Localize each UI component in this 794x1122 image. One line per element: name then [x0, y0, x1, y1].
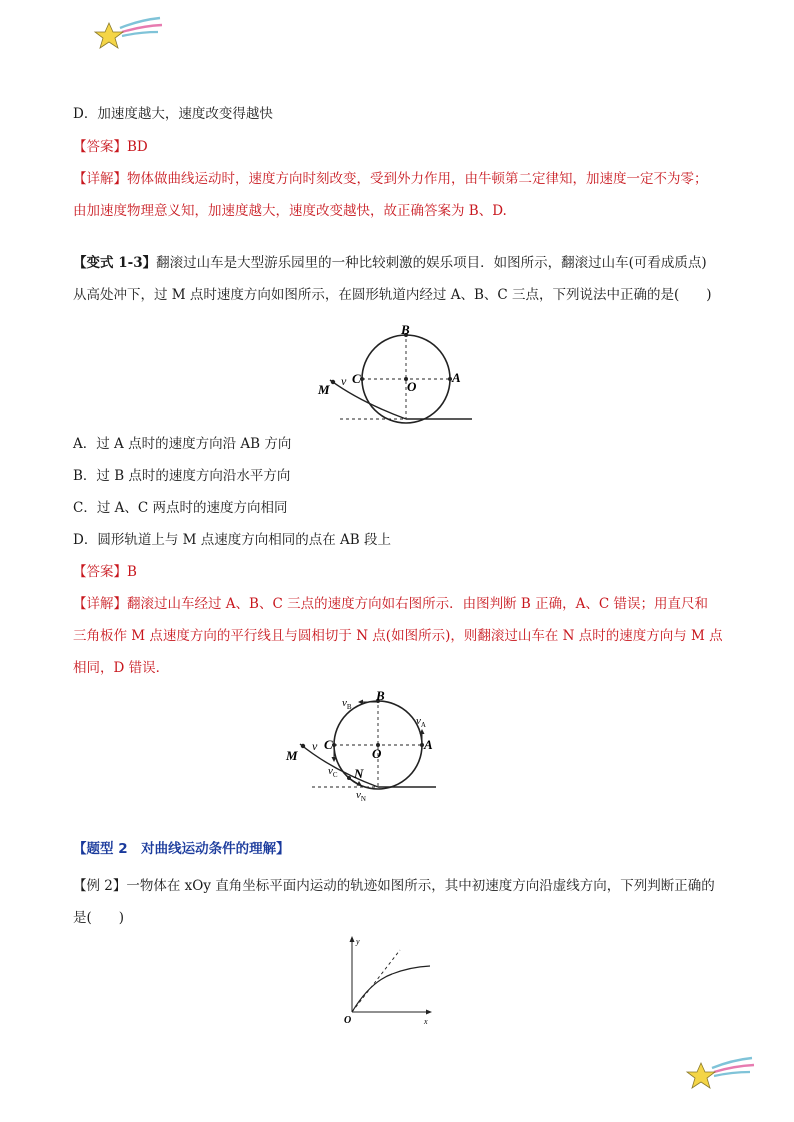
star-decoration-icon: [92, 14, 164, 58]
question-stem-line-2: 从高处冲下，过 M 点时速度方向如图所示，在圆形轨道内经过 A、B、C 三点，下列说法中正确的是( ): [73, 287, 712, 303]
question-label: 【变式 1-3】: [73, 255, 157, 271]
label-y: y: [356, 937, 360, 946]
question-stem-line-1: [73, 251, 707, 271]
star-decoration-icon: [684, 1054, 756, 1098]
label-vn: $v_N$: [356, 789, 366, 802]
section-title: 【题型 2 对曲线运动条件的理解】: [73, 841, 290, 857]
detail-text: 翻滚过山车经过 A、B、C 三点的速度方向如右图所示．由图判断 B 正确，A、C 错误；用直尺和: [127, 596, 708, 612]
question-stem-text: 一物体在 xOy 直角坐标平面内运动的轨迹如图所示，其中初速度方向沿虚线方向，下列判断正确的: [126, 878, 715, 894]
label-m: M: [286, 748, 298, 763]
label-c: C: [324, 737, 333, 752]
detail-line-1: [73, 167, 708, 187]
detail-line-2: 由加速度物理意义知，加速度越大，速度改变越快，故正确答案为 B、D.: [73, 203, 507, 219]
label-b: B: [401, 322, 410, 337]
initial-velocity-dashed-line: [352, 950, 400, 1012]
answer: 【答案】BD: [73, 139, 148, 155]
label-x: x: [424, 1017, 428, 1026]
label-vb: $v_B$: [342, 697, 352, 711]
label-vc: $v_C$: [328, 765, 338, 779]
question-label: 【例 2】: [73, 878, 127, 894]
trajectory-curve: [352, 966, 430, 1012]
detail-line-2: 三角板作 M 点速度方向的平行线且与圆相切于 N 点(如图所示)，则翻滚过山车在 N 点时的速度方向与 M 点: [73, 628, 723, 644]
label-o: O: [407, 379, 417, 394]
point-m: [301, 744, 305, 748]
option-a: A．过 A 点时的速度方向沿 AB 方向: [73, 436, 292, 452]
detail-label: 【详解】: [73, 596, 127, 612]
answer: 【答案】B: [73, 564, 137, 580]
loop-velocity-figure: [280, 686, 450, 802]
label-v: v: [312, 739, 318, 753]
label-o: O: [372, 746, 382, 761]
option-b: B．过 B 点时的速度方向沿水平方向: [73, 468, 291, 484]
option-d: D．圆形轨道上与 M 点速度方向相同的点在 AB 段上: [73, 532, 391, 548]
label-o: O: [344, 1015, 352, 1026]
question-stem-line-2: 是( ): [73, 910, 125, 926]
detail-text: 物体做曲线运动时，速度方向时刻改变，受到外力作用，由牛顿第二定律知，加速度一定不为零；: [127, 171, 708, 187]
loop-track-figure: [310, 320, 480, 424]
label-m: M: [318, 382, 330, 397]
x-axis-arrowhead: [426, 1010, 432, 1015]
label-v: v: [341, 374, 347, 388]
label-n: N: [354, 766, 364, 781]
question-stem-line-1: [73, 874, 715, 894]
detail-label: 【详解】: [73, 171, 127, 187]
question-stem-text: 翻滚过山车是大型游乐园里的一种比较刺激的娱乐项目．如图所示，翻滚过山车(可看成质点): [156, 255, 707, 271]
label-va: $v_A$: [416, 715, 426, 729]
detail-line-3: 相同，D 错误．: [73, 660, 170, 676]
detail-line-1: [73, 592, 708, 612]
trajectory-figure: [340, 932, 440, 1027]
y-axis-arrowhead: [350, 936, 355, 942]
option-d: D．加速度越大，速度改变得越快: [73, 106, 273, 122]
velocity-b-arrowhead: [358, 700, 363, 705]
label-c: C: [352, 371, 361, 386]
label-a: A: [452, 370, 461, 385]
point-m: [331, 380, 335, 384]
label-b: B: [376, 688, 385, 703]
option-c: C．过 A、C 两点时的速度方向相同: [73, 500, 288, 516]
label-a: A: [424, 737, 433, 752]
